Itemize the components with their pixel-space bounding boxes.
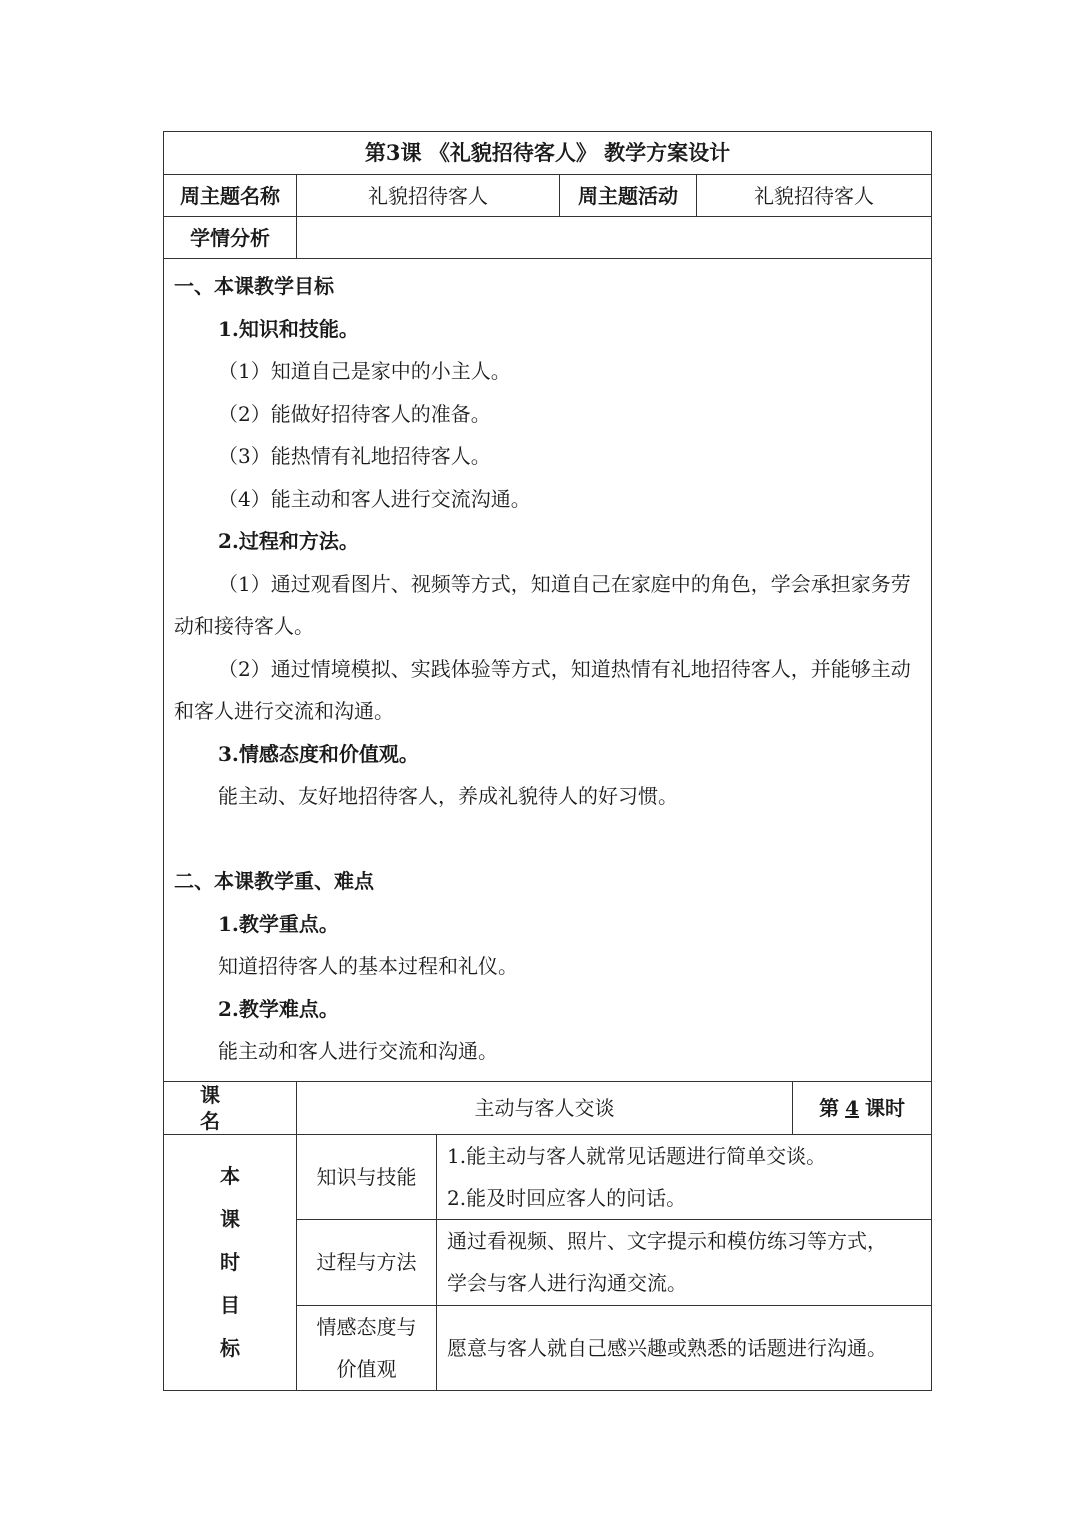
document-title: 第3课 《礼貌招待客人》 教学方案设计 (164, 132, 932, 175)
objectives-heading: 一、本课教学目标 (174, 274, 334, 298)
goal-line: 2.能及时回应客人的问话。 (447, 1185, 687, 1210)
objectives-section (164, 259, 932, 1082)
side-label-char: 标 (220, 1335, 240, 1360)
lesson-goals-side-label (164, 1134, 297, 1390)
goal-line: 1.能主动与客人就常见话题进行简单交谈。 (447, 1143, 827, 1168)
goal-line: 愿意与客人就自己感兴趣或熟悉的话题进行沟通。 (447, 1335, 887, 1360)
goal-label-line: 价值观 (336, 1356, 397, 1381)
knowledge-item: （2）能做好招待客人的准备。 (218, 401, 491, 426)
lesson-plan-table (163, 131, 932, 1391)
side-label-char: 本 (220, 1163, 240, 1188)
process-heading: 2.过程和方法。 (218, 529, 359, 553)
knowledge-heading: 1.知识和技能。 (218, 316, 359, 341)
side-label-char: 时 (220, 1249, 240, 1274)
difficult-point-heading: 2.教学难点。 (218, 996, 339, 1021)
week-theme-label: 周主题名称 (164, 175, 297, 217)
learner-analysis-value (297, 217, 932, 259)
period-prefix: 第 (819, 1095, 840, 1120)
key-point-text: 知道招待客人的基本过程和礼仪。 (218, 954, 518, 978)
week-activity-value: 礼貌招待客人 (697, 175, 932, 217)
key-point-heading: 1.教学重点。 (218, 911, 339, 936)
process-paragraph: （2）通过情境模拟、实践体验等方式，知道热情有礼地招待客人，并能够主动和客人进行交流和沟通。 (174, 656, 911, 723)
goal-content-process (437, 1219, 932, 1305)
key-points-heading: 二、本课教学重、难点 (174, 869, 374, 893)
learner-analysis-label: 学情分析 (164, 217, 297, 259)
knowledge-item: （4）能主动和客人进行交流沟通。 (218, 486, 531, 511)
lesson-period (793, 1081, 932, 1134)
emotion-text: 能主动、友好地招待客人，养成礼貌待人的好习惯。 (218, 784, 678, 808)
goal-line: 学会与客人进行沟通交流。 (447, 1271, 687, 1295)
goal-label-emotion (297, 1305, 437, 1390)
goal-label-line: 情感态度与 (316, 1314, 417, 1339)
lesson-name-label: 课 名 (164, 1081, 297, 1134)
week-activity-label: 周主题活动 (560, 175, 697, 217)
side-label-char: 课 (220, 1206, 240, 1231)
goal-line: 通过看视频、照片、文字提示和模仿练习等方式， (447, 1229, 887, 1253)
goal-content-emotion (437, 1305, 932, 1390)
week-theme-value: 礼貌招待客人 (297, 175, 560, 217)
difficult-point-text: 能主动和客人进行交流和沟通。 (218, 1039, 498, 1063)
knowledge-item: （3）能热情有礼地招待客人。 (218, 444, 491, 468)
emotion-heading: 3.情感态度和价值观。 (218, 741, 419, 766)
goal-content-knowledge (437, 1134, 932, 1219)
period-number: 4 (845, 1095, 859, 1120)
blank-line (174, 818, 921, 861)
side-label-char: 目 (220, 1292, 240, 1317)
goal-label-process: 过程与方法 (297, 1219, 437, 1305)
lesson-name-value: 主动与客人交谈 (297, 1081, 793, 1134)
knowledge-item: （1）知道自己是家中的小主人。 (218, 359, 511, 383)
period-suffix: 课时 (865, 1095, 905, 1120)
goal-label-knowledge: 知识与技能 (297, 1134, 437, 1219)
process-paragraph: （1）通过观看图片、视频等方式，知道自己在家庭中的角色，学会承担家务劳动和接待客人。 (174, 571, 911, 638)
